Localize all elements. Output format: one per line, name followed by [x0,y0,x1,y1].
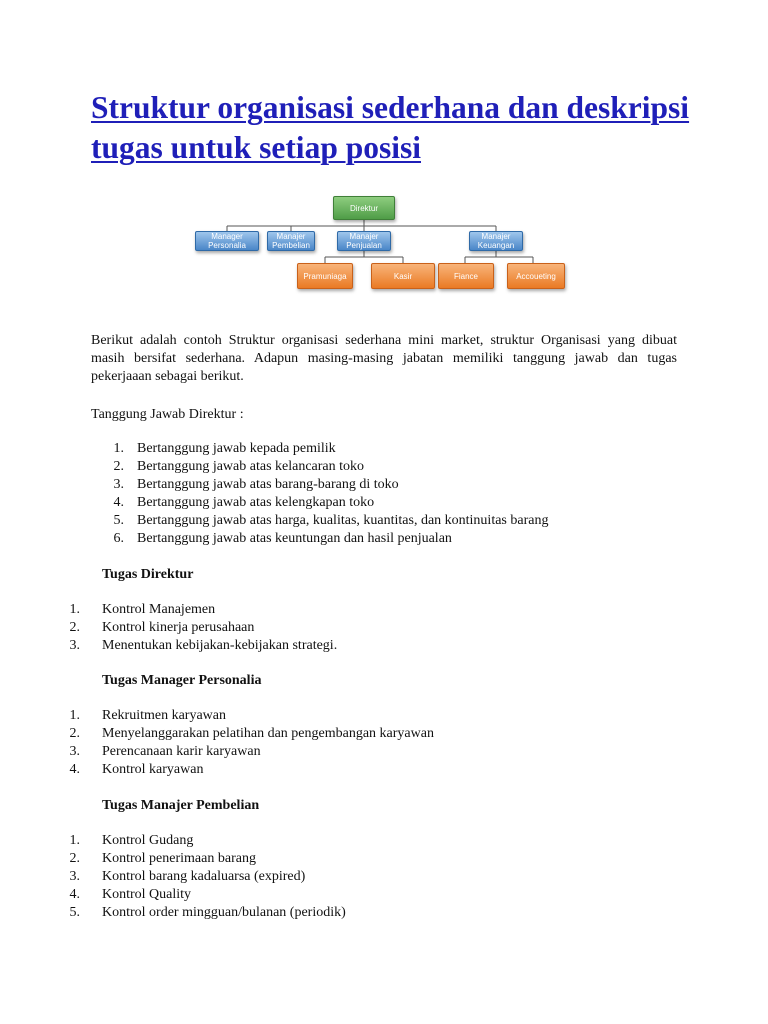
direktur-resp-heading: Tanggung Jawab Direktur : [91,407,244,422]
list-item: 3. Kontrol barang kadaluarsa (expired) [69,869,306,884]
section-heading-tugas-manager-personalia: Tugas Manager Personalia [102,673,262,688]
direktur-resp-list [112,440,712,548]
list-item: 5. Bertanggung jawab atas harga, kualitas, kuantitas, dan kontinuitas barang [113,513,549,528]
intro-line: pekerjaaan sebagai berikut. [91,369,244,384]
intro-line: masih bersifat sederhana. Adapun masing-masing jabatan memiliki tanggung jawab dan tugas [91,351,677,366]
list-item: 2. Kontrol kinerja perusahaan [69,620,255,635]
section-heading-tugas-manajer-pembelian: Tugas Manajer Pembelian [102,798,260,813]
tugas-direktur-list [66,601,666,655]
section-heading-tugas-direktur: Tugas Direktur [102,567,194,582]
org-node-manager-personalia: Manager Personalia [195,231,259,251]
list-item: 6. Bertanggung jawab atas keuntungan dan hasil penjualan [113,531,452,546]
org-node-manajer-pembelian: Manajer Pembelian [267,231,315,251]
list-item: 4. Kontrol Quality [69,887,192,902]
list-item: 2. Menyelanggarakan pelatihan dan pengembangan karyawan [69,726,434,741]
tugas-manager-personalia-list [66,707,666,779]
list-item: 3. Perencanaan karir karyawan [69,744,261,759]
list-item: 1. Kontrol Manajemen [69,602,216,617]
org-node-pramuniaga: Pramuniaga [297,263,353,289]
intro-line: Berikut adalah contoh Struktur organisasi sederhana mini market, struktur Organisasi yang dibuat [91,333,677,348]
list-item: 4. Bertanggung jawab atas kelengkapan toko [113,495,375,510]
list-item: 1. Bertanggung jawab kepada pemilik [113,441,336,456]
org-node-manajer-penjualan: Manajer Penjualan [337,231,391,251]
tugas-manajer-pembelian-list [66,832,666,922]
list-item: 2. Kontrol penerimaan barang [69,851,256,866]
list-item: 3. Bertanggung jawab atas barang-barang di toko [113,477,399,492]
list-item: 5. Kontrol order mingguan/bulanan (periodik) [69,905,346,920]
org-node-direktur: Direktur [333,196,395,220]
org-node-accoueting: Accoueting [507,263,565,289]
list-item: 4. Kontrol karyawan [69,762,204,777]
list-item: 3. Menentukan kebijakan-kebijakan strategi. [69,638,338,653]
org-chart [185,188,575,300]
list-item: 2. Bertanggung jawab atas kelancaran toko [113,459,365,474]
org-node-kasir: Kasir [371,263,435,289]
org-node-manajer-keuangan: Manajer Keuangan [469,231,523,251]
list-item: 1. Kontrol Gudang [69,833,194,848]
page-title: Struktur organisasi sederhana dan deskripsi tugas untuk setiap posisi [91,90,690,165]
org-node-fiance: Fiance [438,263,494,289]
list-item: 1. Rekruitmen karyawan [69,708,227,723]
intro-paragraph [91,332,677,386]
